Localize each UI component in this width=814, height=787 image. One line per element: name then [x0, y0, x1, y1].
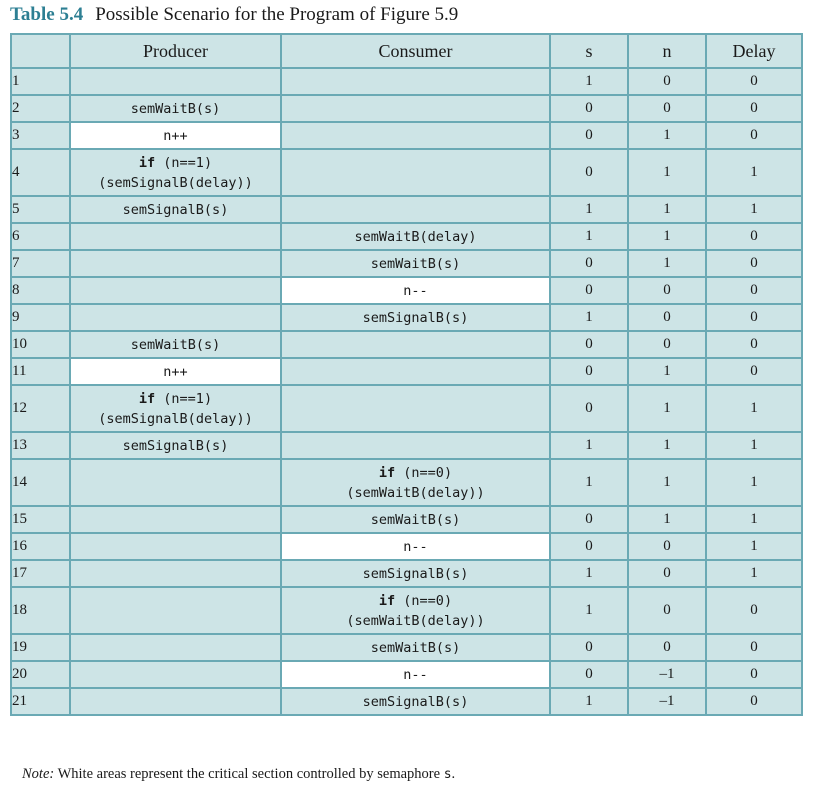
row-index: 1 [11, 68, 70, 95]
row-index: 14 [11, 459, 70, 506]
n-value: 1 [628, 358, 706, 385]
s-value: 0 [550, 358, 628, 385]
s-value: 1 [550, 223, 628, 250]
s-value: 0 [550, 122, 628, 149]
consumer-cell [281, 277, 550, 304]
s-value: 0 [550, 533, 628, 560]
consumer-cell [281, 506, 550, 533]
table-row [11, 560, 802, 587]
consumer-code: (n==0) [395, 592, 453, 609]
producer-code: (n==1) [155, 390, 213, 407]
header-s: s [550, 34, 628, 68]
producer-code-line2: (semSignalB(delay)) [98, 174, 253, 191]
s-value: 0 [550, 331, 628, 358]
consumer-keyword: if [378, 592, 396, 609]
n-value: 1 [628, 149, 706, 196]
delay-value: 1 [706, 196, 802, 223]
row-index: 18 [11, 587, 70, 634]
row-index: 3 [11, 122, 70, 149]
note-label: Note: [22, 766, 55, 782]
consumer-code-line2: (semWaitB(delay)) [346, 612, 485, 629]
scenario-table [10, 33, 803, 716]
consumer-cell [281, 661, 550, 688]
s-value: 0 [550, 661, 628, 688]
n-value: 1 [628, 196, 706, 223]
consumer-cell [281, 95, 550, 122]
producer-cell [70, 688, 281, 715]
s-value: 0 [550, 277, 628, 304]
table-row [11, 277, 802, 304]
row-index: 11 [11, 358, 70, 385]
header-row [11, 34, 802, 68]
n-value: –1 [628, 688, 706, 715]
consumer-cell [281, 688, 550, 715]
table-row [11, 223, 802, 250]
s-value: 0 [550, 385, 628, 432]
consumer-code-line2: (semWaitB(delay)) [346, 484, 485, 501]
table-row [11, 533, 802, 560]
delay-value: 1 [706, 533, 802, 560]
note-end: . [451, 766, 456, 782]
table-row [11, 385, 802, 432]
delay-value: 0 [706, 223, 802, 250]
s-value: 0 [550, 634, 628, 661]
row-index: 5 [11, 196, 70, 223]
delay-value: 1 [706, 459, 802, 506]
producer-code: semSignalB(s) [122, 201, 229, 218]
producer-cell [70, 95, 281, 122]
header-n: n [628, 34, 706, 68]
n-value: 0 [628, 277, 706, 304]
consumer-cell [281, 560, 550, 587]
delay-value: 0 [706, 122, 802, 149]
n-value: 0 [628, 331, 706, 358]
producer-cell [70, 304, 281, 331]
table-row [11, 506, 802, 533]
row-index: 16 [11, 533, 70, 560]
consumer-code: semWaitB(delay) [354, 228, 477, 245]
delay-value: 0 [706, 331, 802, 358]
delay-value: 1 [706, 506, 802, 533]
consumer-cell [281, 634, 550, 661]
n-value: 0 [628, 587, 706, 634]
row-index: 4 [11, 149, 70, 196]
s-value: 1 [550, 459, 628, 506]
consumer-code: semSignalB(s) [362, 565, 469, 582]
row-index: 17 [11, 560, 70, 587]
producer-cell [70, 223, 281, 250]
row-index: 13 [11, 432, 70, 459]
delay-value: 0 [706, 95, 802, 122]
note-symbol: s [443, 767, 452, 782]
header-delay: Delay [706, 34, 802, 68]
table-row [11, 358, 802, 385]
delay-value: 0 [706, 634, 802, 661]
s-value: 0 [550, 95, 628, 122]
consumer-code: semSignalB(s) [362, 309, 469, 326]
n-value: 1 [628, 385, 706, 432]
header-producer: Producer [70, 34, 281, 68]
consumer-cell [281, 533, 550, 560]
producer-cell [70, 533, 281, 560]
s-value: 1 [550, 432, 628, 459]
producer-cell [70, 560, 281, 587]
producer-cell [70, 661, 281, 688]
row-index: 12 [11, 385, 70, 432]
producer-cell [70, 587, 281, 634]
delay-value: 1 [706, 385, 802, 432]
table-number: Table 5.4 [10, 4, 84, 25]
producer-code: n++ [163, 363, 188, 380]
row-index: 8 [11, 277, 70, 304]
s-value: 1 [550, 587, 628, 634]
delay-value: 0 [706, 661, 802, 688]
consumer-cell [281, 432, 550, 459]
consumer-cell [281, 122, 550, 149]
row-index: 6 [11, 223, 70, 250]
table-row [11, 68, 802, 95]
n-value: 1 [628, 250, 706, 277]
consumer-cell [281, 331, 550, 358]
consumer-code: n-- [403, 666, 428, 683]
consumer-code: semSignalB(s) [362, 693, 469, 710]
table-row [11, 661, 802, 688]
consumer-cell [281, 385, 550, 432]
consumer-code: (n==0) [395, 464, 453, 481]
s-value: 1 [550, 304, 628, 331]
consumer-cell [281, 358, 550, 385]
producer-code: semWaitB(s) [130, 100, 221, 117]
delay-value: 0 [706, 277, 802, 304]
table-title: Possible Scenario for the Program of Figure 5.9 [95, 4, 459, 25]
producer-cell [70, 149, 281, 196]
n-value: 0 [628, 560, 706, 587]
delay-value: 0 [706, 304, 802, 331]
producer-cell [70, 506, 281, 533]
producer-cell [70, 432, 281, 459]
producer-keyword: if [138, 154, 156, 171]
consumer-keyword: if [378, 464, 396, 481]
s-value: 1 [550, 560, 628, 587]
consumer-cell [281, 68, 550, 95]
n-value: 0 [628, 68, 706, 95]
producer-cell [70, 122, 281, 149]
producer-cell [70, 358, 281, 385]
delay-value: 0 [706, 358, 802, 385]
consumer-cell [281, 223, 550, 250]
consumer-code: semWaitB(s) [370, 639, 461, 656]
delay-value: 1 [706, 149, 802, 196]
producer-keyword: if [138, 390, 156, 407]
consumer-cell [281, 459, 550, 506]
n-value: 0 [628, 533, 706, 560]
producer-code: semSignalB(s) [122, 437, 229, 454]
producer-code: n++ [163, 127, 188, 144]
producer-code: semWaitB(s) [130, 336, 221, 353]
delay-value: 0 [706, 68, 802, 95]
producer-cell [70, 459, 281, 506]
producer-cell [70, 68, 281, 95]
table-row [11, 459, 802, 506]
table-row [11, 432, 802, 459]
table-row [11, 95, 802, 122]
n-value: 1 [628, 432, 706, 459]
consumer-code: semWaitB(s) [370, 255, 461, 272]
row-index: 2 [11, 95, 70, 122]
table-note [22, 766, 455, 783]
consumer-code: n-- [403, 282, 428, 299]
consumer-cell [281, 196, 550, 223]
note-text: White areas represent the critical section controlled by semaphore [54, 766, 444, 782]
producer-cell [70, 250, 281, 277]
row-index: 9 [11, 304, 70, 331]
row-index: 19 [11, 634, 70, 661]
n-value: 1 [628, 459, 706, 506]
n-value: –1 [628, 661, 706, 688]
row-index: 21 [11, 688, 70, 715]
consumer-cell [281, 587, 550, 634]
consumer-cell [281, 250, 550, 277]
n-value: 0 [628, 95, 706, 122]
s-value: 1 [550, 196, 628, 223]
producer-cell [70, 196, 281, 223]
s-value: 0 [550, 506, 628, 533]
table-row [11, 196, 802, 223]
producer-code-line2: (semSignalB(delay)) [98, 410, 253, 427]
s-value: 1 [550, 688, 628, 715]
s-value: 0 [550, 250, 628, 277]
s-value: 1 [550, 68, 628, 95]
consumer-code: semWaitB(s) [370, 511, 461, 528]
table-row [11, 304, 802, 331]
delay-value: 0 [706, 688, 802, 715]
table-row [11, 688, 802, 715]
producer-cell [70, 277, 281, 304]
producer-cell [70, 331, 281, 358]
table-row [11, 331, 802, 358]
table-caption [10, 4, 458, 26]
row-index: 10 [11, 331, 70, 358]
producer-cell [70, 634, 281, 661]
consumer-code: n-- [403, 538, 428, 555]
delay-value: 0 [706, 587, 802, 634]
n-value: 0 [628, 304, 706, 331]
table-row [11, 122, 802, 149]
producer-code: (n==1) [155, 154, 213, 171]
n-value: 0 [628, 634, 706, 661]
table-row [11, 250, 802, 277]
table-row [11, 149, 802, 196]
consumer-cell [281, 304, 550, 331]
n-value: 1 [628, 223, 706, 250]
consumer-cell [281, 149, 550, 196]
table-row [11, 634, 802, 661]
delay-value: 1 [706, 560, 802, 587]
s-value: 0 [550, 149, 628, 196]
n-value: 1 [628, 122, 706, 149]
n-value: 1 [628, 506, 706, 533]
row-index: 15 [11, 506, 70, 533]
table-body [11, 68, 802, 715]
header-consumer: Consumer [281, 34, 550, 68]
delay-value: 1 [706, 432, 802, 459]
row-index: 20 [11, 661, 70, 688]
row-index: 7 [11, 250, 70, 277]
delay-value: 0 [706, 250, 802, 277]
producer-cell [70, 385, 281, 432]
table-row [11, 587, 802, 634]
header-index [11, 34, 70, 68]
